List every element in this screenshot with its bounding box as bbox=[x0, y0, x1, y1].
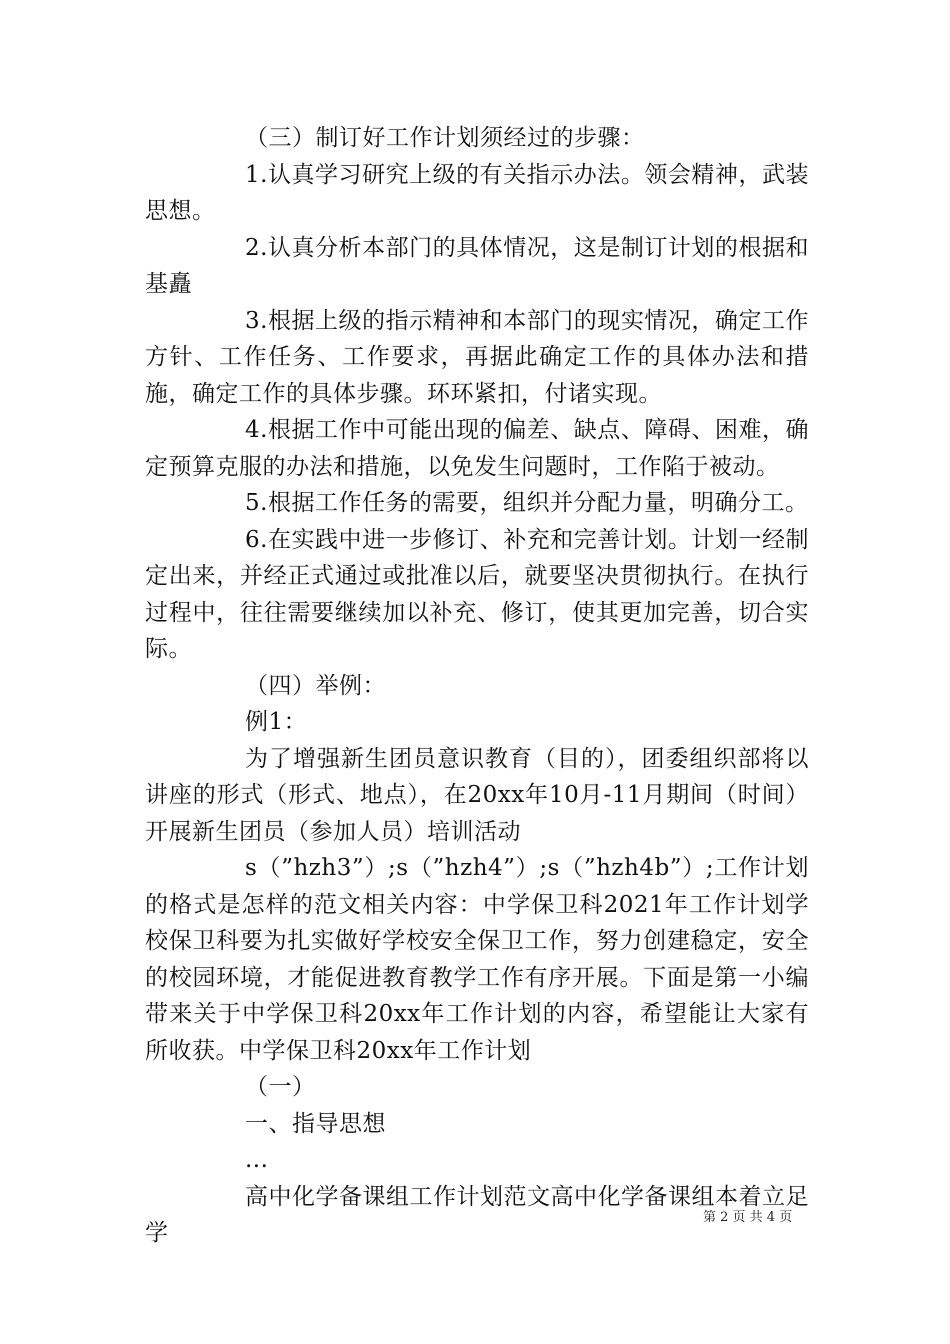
document-body bbox=[145, 120, 809, 1252]
example-1-label: 例1： bbox=[245, 709, 308, 735]
chemistry-plan-paragraph: 高中化学备课组工作计划范文高中化学备课组本着立足学 bbox=[145, 1183, 809, 1246]
step-5-paragraph: 5.根据工作任务的需要，组织并分配力量，明确分工。 bbox=[245, 490, 809, 516]
guiding-ideology-heading: 一、指导思想 bbox=[245, 1110, 386, 1137]
subsection-one-label: （一） bbox=[245, 1074, 316, 1100]
step-4-paragraph: 4.根据工作中可能出现的偏差、缺点、障碍、困难，确定预算克服的办法和措施，以免发生问题时，工作陷于被动。 bbox=[145, 417, 809, 480]
step-1-paragraph: 1.认真学习研究上级的有关指示办法。领会精神，武装思想。 bbox=[145, 161, 809, 224]
step-2-paragraph: 2.认真分析本部门的具体情况，这是制订计划的根据和基矗 bbox=[145, 234, 809, 297]
step-3-paragraph: 3.根据上级的指示精神和本部门的现实情况，确定工作方针、工作任务、工作要求，再据此确定工作的具体办法和措施，确定工作的具体步骤。环环紧扣，付诸实现。 bbox=[145, 307, 809, 407]
section-heading-examples: （四）举例： bbox=[245, 672, 386, 699]
ellipsis-line: ... bbox=[245, 1147, 269, 1173]
example-1-paragraph: 为了增强新生团员意识教育（目的），团委组织部将以讲座的形式（形式、地点），在20xx年10月-11月期间（时间）开展新生团员（参加人员）培训活动 bbox=[145, 745, 809, 845]
section-heading-steps: （三）制订好工作计划须经过的步骤： bbox=[245, 125, 645, 151]
related-content-paragraph: s（”hzh3”）;s（”hzh4”）;s（”hzh4b”）;工作计划的格式是怎样的范文相关内容：中学保卫科2021年工作计划学校保卫科要为扎实做好学校安全保卫工作，努力创建稳定，安全的校园环境，才能促进教育教学工作有序开展。下面是第一小编带来关于中学保卫科20xx年工作计划的内容，希望能让大家有所收获。中学保卫科20xx年工作计划 bbox=[145, 855, 809, 1064]
step-6-paragraph: 6.在实践中进一步修订、补充和完善计划。计划一经制定出来，并经正式通过或批准以后，就要坚决贯彻执行。在执行过程中，往往需要继续加以补充、修订，使其更加完善，切合实际。 bbox=[145, 526, 809, 662]
page-number-footer: 第 2 页 共 4 页 bbox=[703, 1210, 793, 1225]
